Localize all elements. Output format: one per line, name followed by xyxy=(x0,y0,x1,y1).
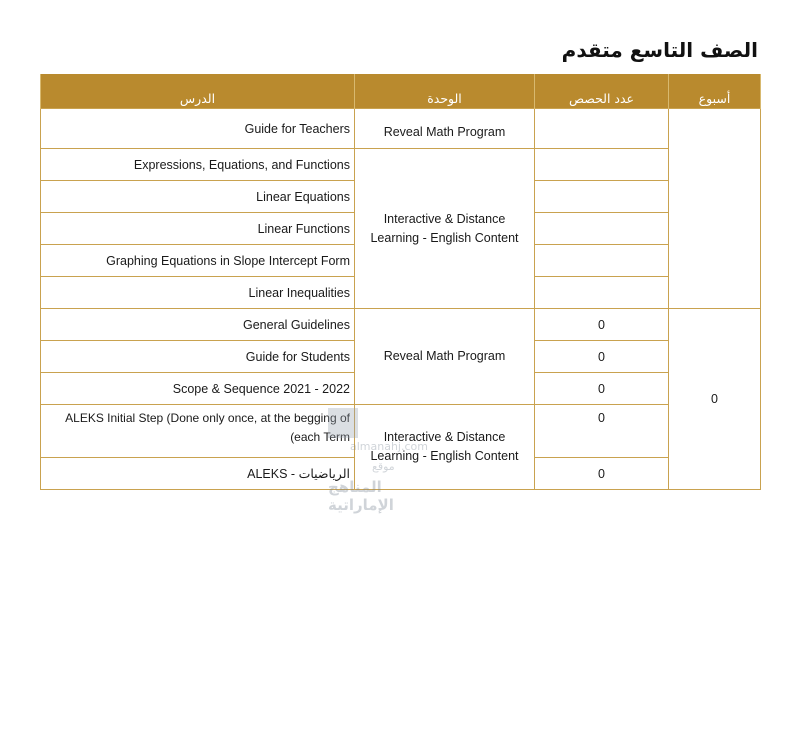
header-unit: الوحدة xyxy=(355,74,535,109)
site-watermark xyxy=(328,408,452,514)
count-cell: 0 xyxy=(535,373,669,405)
watermark-label: موقع xyxy=(372,460,395,473)
count-cell xyxy=(535,277,669,309)
count-cell xyxy=(535,109,669,149)
count-cell xyxy=(535,181,669,213)
watermark-logo-icon xyxy=(328,408,358,438)
lesson-cell: General Guidelines xyxy=(41,309,355,341)
unit-cell: Interactive & Distance Learning - English Content xyxy=(355,405,535,490)
table-row xyxy=(41,109,761,149)
lesson-cell: ALEKS Initial Step (Done only once, at the begging of (each Term xyxy=(41,405,355,458)
watermark-site-name: المناهج الإماراتية xyxy=(328,478,394,514)
unit-cell: Interactive & Distance Learning - English Content xyxy=(355,149,535,309)
lesson-cell: Expressions, Equations, and Functions xyxy=(41,149,355,181)
count-cell xyxy=(535,245,669,277)
lesson-cell: ALEKS - الرياضيات xyxy=(41,458,355,490)
table-row xyxy=(41,149,761,181)
lesson-cell: Linear Functions xyxy=(41,213,355,245)
count-cell xyxy=(535,213,669,245)
count-cell: 0 xyxy=(535,309,669,341)
table-header-row xyxy=(41,74,761,109)
unit-cell: Reveal Math Program xyxy=(355,309,535,405)
header-lesson: الدرس xyxy=(41,74,355,109)
watermark-url: almanahj.com xyxy=(350,440,428,453)
lesson-cell: Scope & Sequence 2021 - 2022 xyxy=(41,373,355,405)
week-cell: 0 xyxy=(669,309,761,490)
header-count: عدد الحصص xyxy=(535,74,669,109)
count-cell: 0 xyxy=(535,341,669,373)
unit-cell: Reveal Math Program xyxy=(355,109,535,149)
count-cell xyxy=(535,149,669,181)
lesson-cell: Linear Inequalities xyxy=(41,277,355,309)
page-title: الصف التاسع متقدم xyxy=(561,38,758,62)
count-cell: 0 xyxy=(535,458,669,490)
table-row xyxy=(41,309,761,341)
lesson-cell: Graphing Equations in Slope Intercept Form xyxy=(41,245,355,277)
header-week: أسبوع xyxy=(669,74,761,109)
lesson-cell: Guide for Teachers xyxy=(41,109,355,149)
lesson-cell: Linear Equations xyxy=(41,181,355,213)
count-cell: 0 xyxy=(535,405,669,458)
lesson-cell: Guide for Students xyxy=(41,341,355,373)
week-cell xyxy=(669,109,761,309)
